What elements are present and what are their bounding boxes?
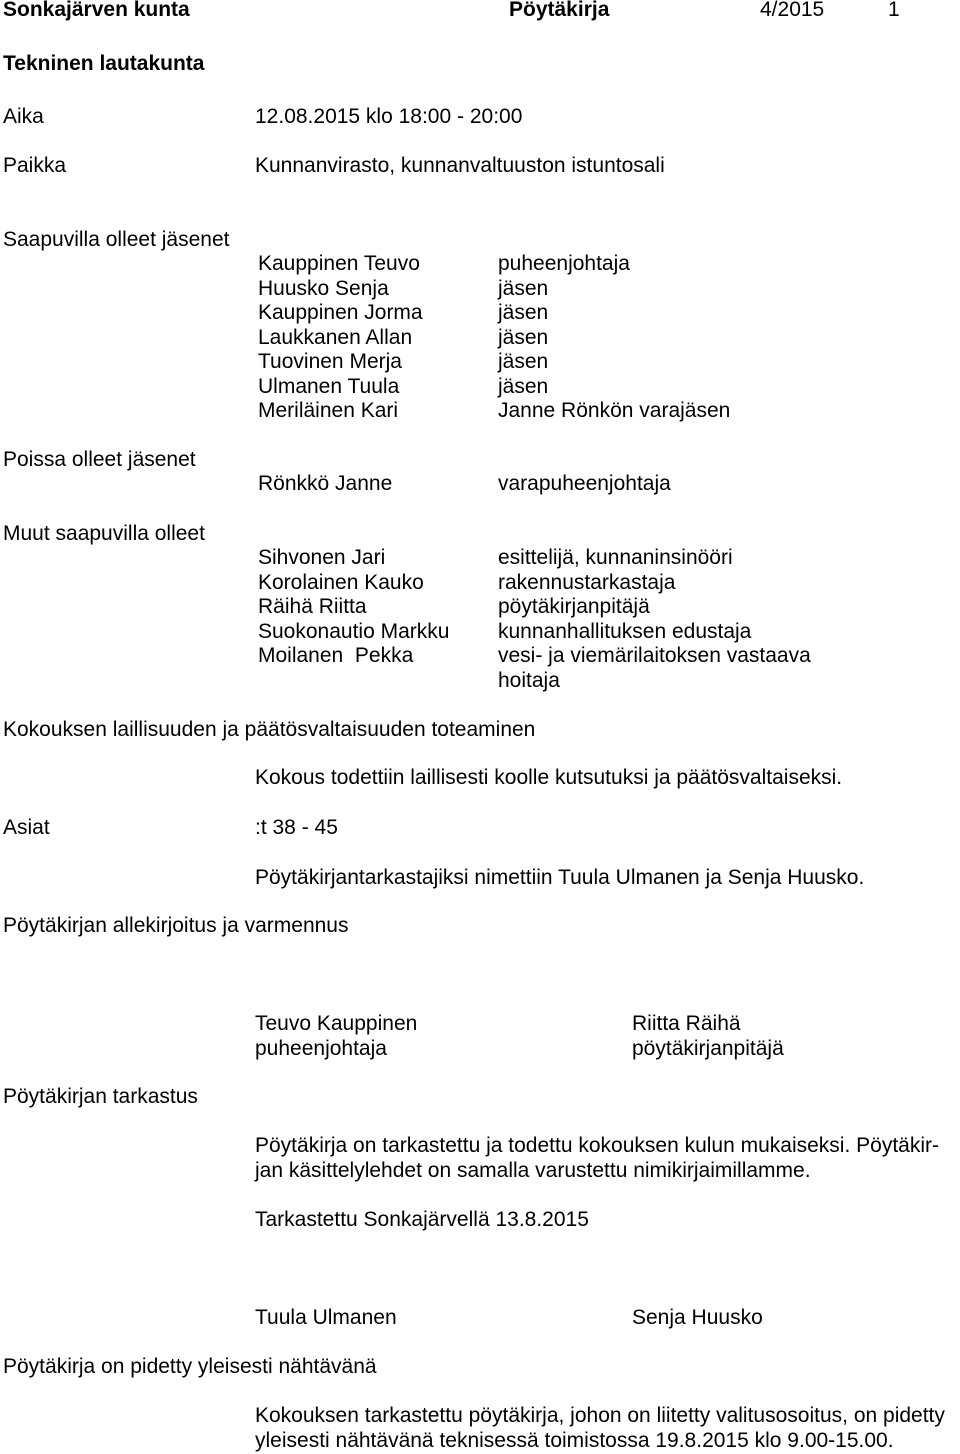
absent-members-label: Poissa olleet jäsenet bbox=[3, 448, 196, 471]
present-members-label: Saapuvilla olleet jäsenet bbox=[3, 228, 230, 251]
member-name: Huusko Senja bbox=[258, 276, 389, 300]
attendee-name: Sihvonen Jari bbox=[258, 546, 386, 569]
attendee-role: esittelijä, kunnaninsinööri bbox=[498, 546, 733, 569]
member-name: Ulmanen Tuula bbox=[258, 374, 400, 398]
document-type: Pöytäkirja bbox=[509, 0, 610, 21]
member-name: Kauppinen Jorma bbox=[258, 301, 423, 324]
review-text-line: jan käsittelylehdet on samalla varustettu nimikirjaimillamme. bbox=[255, 1159, 811, 1182]
legality-statement: Kokous todettiin laillisesti koolle kutsutuksi ja päätösvaltaiseksi. bbox=[255, 766, 843, 789]
items-value: :t 38 - 45 bbox=[255, 816, 338, 839]
absent-member-name: Rönkkö Janne bbox=[258, 472, 393, 495]
attendee-name: Moilanen Pekka bbox=[258, 644, 414, 667]
items-label: Asiat bbox=[3, 816, 50, 839]
attendee-role: pöytäkirjanpitäjä bbox=[498, 595, 650, 618]
reviewer-name: Senja Huusko bbox=[632, 1306, 763, 1329]
attendee-name: Suokonautio Markku bbox=[258, 619, 450, 643]
committee-name: Tekninen lautakunta bbox=[3, 52, 205, 75]
member-name: Tuovinen Merja bbox=[258, 350, 402, 373]
attendee-role-continued: hoitaja bbox=[498, 668, 560, 692]
member-role: jäsen bbox=[498, 374, 549, 398]
signatures-label: Pöytäkirjan allekirjoitus ja varmennus bbox=[3, 914, 349, 937]
member-role: jäsen bbox=[498, 276, 549, 300]
absent-member-role: varapuheenjohtaja bbox=[498, 472, 671, 495]
member-name: Meriläinen Kari bbox=[258, 399, 399, 422]
member-role: jäsen bbox=[498, 301, 549, 324]
public-display-text-line: yleisesti nähtävänä teknisessä toimistossa 19.8.2015 klo 9.00-15.00. bbox=[255, 1429, 894, 1452]
attendee-name: Korolainen Kauko bbox=[258, 570, 424, 594]
member-role: Janne Rönkön varajäsen bbox=[498, 399, 731, 422]
public-display-label: Pöytäkirja on pidetty yleisesti nähtävänä bbox=[3, 1355, 377, 1378]
member-role: jäsen bbox=[498, 350, 549, 373]
member-name: Kauppinen Teuvo bbox=[258, 252, 420, 275]
place-value: Kunnanvirasto, kunnanvaltuuston istuntosali bbox=[255, 154, 665, 177]
public-display-text-line: Kokouksen tarkastettu pöytäkirja, johon on liitetty valitusosoitus, on pidetty bbox=[255, 1404, 945, 1427]
present-members-names bbox=[258, 252, 423, 424]
attendee-role: kunnanhallituksen edustaja bbox=[498, 619, 752, 643]
reviewers-statement: Pöytäkirjantarkastajiksi nimettiin Tuula Ulmanen ja Senja Huusko. bbox=[255, 866, 865, 889]
reviewer-name: Tuula Ulmanen bbox=[255, 1306, 397, 1329]
member-role: jäsen bbox=[498, 325, 549, 349]
signer-name: Riitta Räihä bbox=[632, 1012, 741, 1035]
signer-title: pöytäkirjanpitäjä bbox=[632, 1037, 784, 1060]
member-name: Laukkanen Allan bbox=[258, 325, 413, 349]
other-attendees-label: Muut saapuvilla olleet bbox=[3, 522, 205, 545]
review-label: Pöytäkirjan tarkastus bbox=[3, 1085, 198, 1108]
present-members-roles bbox=[498, 252, 730, 424]
other-attendees-names bbox=[258, 546, 449, 669]
page-number: 1 bbox=[888, 0, 900, 21]
document-number: 4/2015 bbox=[760, 0, 825, 21]
review-place-date: Tarkastettu Sonkajärvellä 13.8.2015 bbox=[255, 1208, 589, 1231]
signer-name: Teuvo Kauppinen bbox=[255, 1012, 418, 1035]
member-role: puheenjohtaja bbox=[498, 252, 630, 275]
signer-title: puheenjohtaja bbox=[255, 1037, 387, 1060]
time-label: Aika bbox=[3, 105, 44, 128]
attendee-name: Räihä Riitta bbox=[258, 595, 367, 618]
place-label: Paikka bbox=[3, 154, 67, 177]
other-attendees-roles bbox=[498, 546, 811, 693]
attendee-role: rakennustarkastaja bbox=[498, 570, 676, 594]
attendee-role: vesi- ja viemärilaitoksen vastaava bbox=[498, 644, 811, 667]
organization-name: Sonkajärven kunta bbox=[3, 0, 190, 21]
time-value: 12.08.2015 klo 18:00 - 20:00 bbox=[255, 105, 523, 128]
legality-heading: Kokouksen laillisuuden ja päätösvaltaisuuden toteaminen bbox=[3, 718, 536, 741]
review-text-line: Pöytäkirja on tarkastettu ja todettu kokouksen kulun mukaiseksi. Pöytäkir- bbox=[255, 1134, 939, 1157]
